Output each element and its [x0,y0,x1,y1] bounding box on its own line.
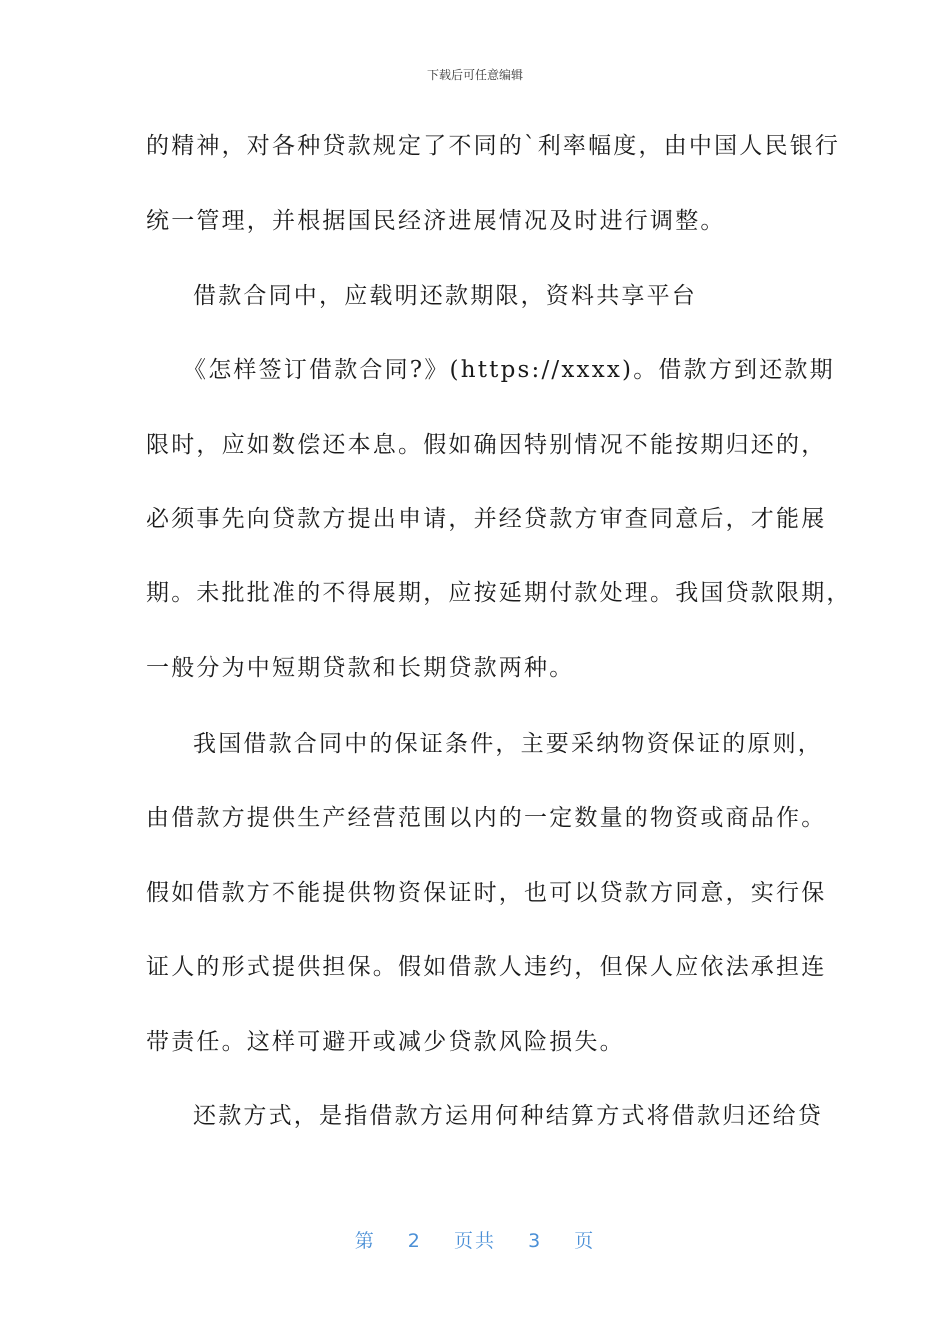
text-line: 限时，应如数偿还本息。假如确因特别情况不能按期归还的， [146,432,827,458]
text-line: 必须事先向贷款方提出申请，并经贷款方审查同意后，才能展 [146,506,827,532]
text-line: 期。未批批准的不得展期，应按延期付款处理。我国贷款限期， [146,580,852,606]
text-line: 统一管理，并根据国民经济进展情况及时进行调整。 [146,208,726,234]
text-line: 假如借款方不能提供物资保证时，也可以贷款方同意，实行保 [146,880,827,906]
text-line: 一般分为中短期贷款和长期贷款两种。 [146,655,575,681]
paragraph-start-line: 还款方式，是指借款方运用何种结算方式将借款归还给贷 [193,1103,823,1129]
page-footer [0,1226,950,1253]
text-line: 《怎样签订借款合同?》(https://xxxx)。借款方到还款期 [183,357,835,383]
footer-label-ye-gong: 页共 [453,1230,496,1252]
total-pages-number: 3 [528,1230,543,1252]
text-line: 带责任。这样可避开或减少贷款风险损失。 [146,1029,625,1055]
text-line: 证人的形式提供担保。假如借款人违约，但保人应依法承担连 [146,954,827,980]
page-header: 下载后可任意编辑 [426,68,523,82]
footer-label-di: 第 [354,1230,376,1252]
footer-label-ye: 页 [574,1230,596,1252]
text-line: 的精神，对各种贷款规定了不同的`利率幅度，由中国人民银行 [146,133,841,159]
current-page-number: 2 [407,1230,422,1252]
paragraph-start-line: 我国借款合同中的保证条件，主要采纳物资保证的原则， [193,731,823,757]
text-line: 由借款方提供生产经营范围以内的一定数量的物资或商品作。 [146,805,827,831]
paragraph-start-line: 借款合同中，应载明还款期限，资料共享平台 [193,283,697,309]
